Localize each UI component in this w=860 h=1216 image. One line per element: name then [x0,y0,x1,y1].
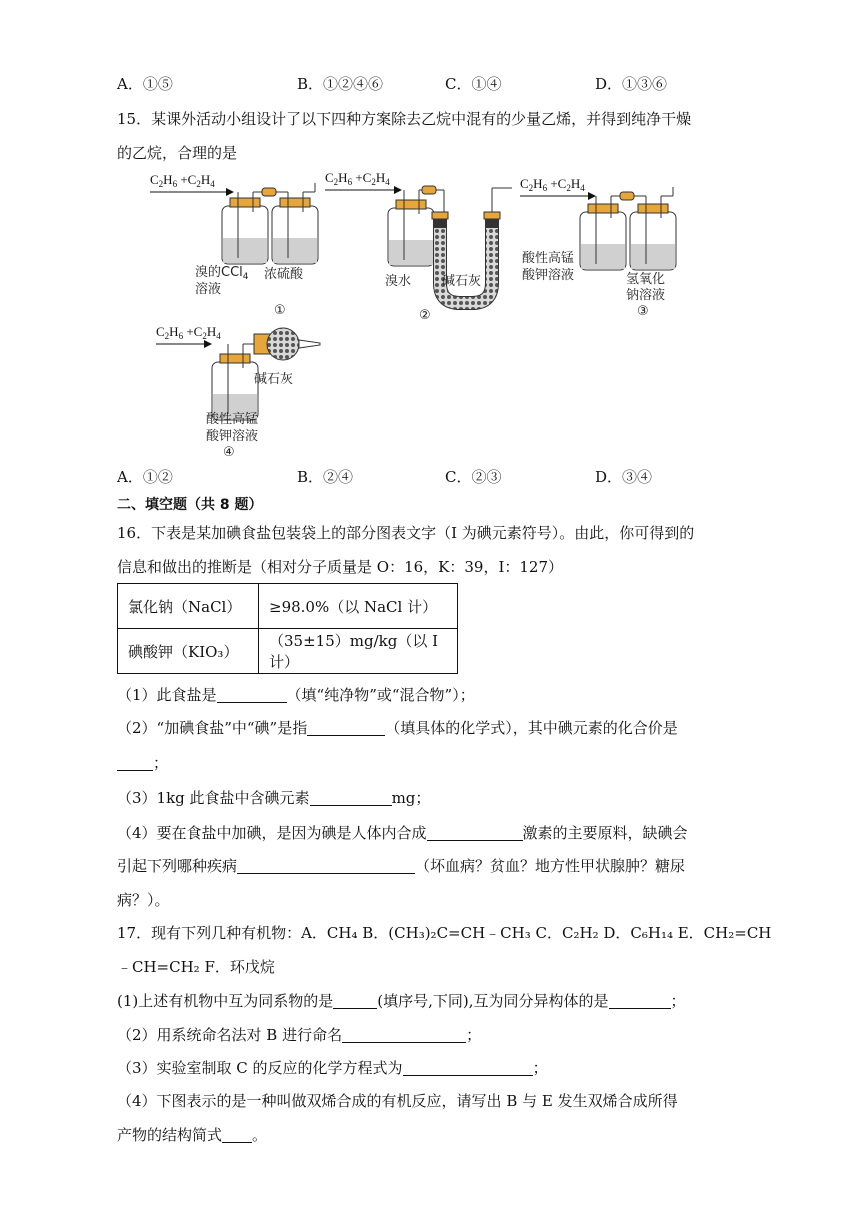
fig4-label-soda-lime: 碱石灰 [254,372,294,387]
q14-options [117,73,757,95]
fig1-label-bromine-ccl4: 溴的CCl$_4$ [195,265,249,282]
fig1-number: ① [274,303,286,318]
arrow-icon [394,186,402,194]
q14-option-c[interactable]: C．①④ [445,75,502,93]
q16-part1: （1）此食盐是 （填“纯净物”或“混合物”）； [117,686,475,704]
q16-stem-line1: 16．下表是某加碘食盐包装袋上的部分图表文字（I 为碘元素符号）。由此，你可得到的 [117,524,695,542]
q14-option-d[interactable]: D．①③⑥ [595,75,668,93]
q17-part2: （2）用系统命名法对 B 进行命名 ； [117,1026,482,1044]
fig4-label-kmno4-2: 酸钾溶液 [206,429,259,444]
figure-1 [150,172,318,318]
q15-option-b[interactable]: B．②④ [297,468,354,486]
fig2-label-soda-lime: 碱石灰 [442,274,482,289]
table-row [118,584,458,629]
fig1-liquid-a [223,238,267,263]
table-cell: 碘酸钾（KIO₃） [118,629,259,674]
fig1-stopper-b [280,198,310,207]
q14-option-b[interactable]: B．①②④⑥ [297,75,384,93]
arrow-icon [226,188,234,196]
q16-part2: （2）“加碘食盐”中“碘”是指 （填具体的化学式），其中碘元素的化合价是 [117,719,678,737]
answer-blank[interactable] [117,754,153,771]
q15-option-d[interactable]: D．③④ [595,468,653,486]
section-title: 二、填空题（共 8 题） [117,497,263,513]
table-cell: ≥98.0%（以 NaCl 计） [259,584,458,629]
fig1-stopper-a [230,198,260,207]
answer-blank[interactable] [307,719,385,736]
answer-blank[interactable] [427,824,523,841]
q16-stem-line2: 信息和做出的推断是（相对分子质量是 O：16，K：39，I：127） [117,558,564,576]
fig3-label-kmno4-1: 酸性高锰 [522,251,575,266]
answer-blank[interactable] [310,789,392,806]
table-row [118,629,458,674]
q16-part4-end: 病？）。 [117,891,170,909]
q15-stem-line2: 的乙烷，合理的是 [117,144,238,162]
fig1-gas-label: $C_2H_6 +C_2H_4$ [150,172,215,189]
table-cell: （35±15）mg/kg（以 I 计） [259,629,458,674]
fig3-label-naoh-2: 钠溶液 [626,288,666,303]
fig2-label-bromine-water: 溴水 [385,274,412,289]
fig1-liquid-b [273,238,317,263]
q17-stem-line2: ﹣CH=CH₂ F．环戊烷 [117,958,275,976]
q15-apparatus-figure [140,168,700,458]
q15-option-c[interactable]: C．②③ [445,468,502,486]
q15-option-a[interactable]: A．①② [117,468,173,486]
fig1-label-conc-sulfuric: 浓硫酸 [264,267,304,282]
iodized-salt-table [117,583,458,674]
figure-4 [156,324,320,458]
fig4-drying-bulb [267,328,299,360]
answer-blank[interactable] [217,686,287,703]
q16-part4: （4）要在食盐中加碘，是因为碘是人体内合成 激素的主要原料，缺碘会 [117,824,688,842]
q15-options [117,466,757,488]
fig3-label-kmno4-2: 酸钾溶液 [522,268,575,283]
q17-stem-line1: 17．现有下列几种有机物：A．CH₄ B．(CH₃)₂C=CH﹣CH₃ C．C₂H₂ D．C₆H₁₄ E．CH₂=CH [117,924,772,942]
figure-3 [520,176,676,319]
q17-part4: （4）下图表示的是一种叫做双烯合成的有机反应，请写出 B 与 E 发生双烯合成所得 [117,1092,678,1110]
answer-blank[interactable] [333,992,377,1009]
fig2-u-tube [440,218,492,303]
q16-part2-cont: ； [117,752,168,773]
fig3-number: ③ [637,304,649,319]
table-cell: 氯化钠（NaCl） [118,584,259,629]
q17-part4-cont: 产物的结构简式 。 [117,1126,268,1144]
q17-part3: （3）实验室制取 C 的反应的化学方程式为 ； [117,1059,548,1077]
answer-blank[interactable] [609,992,671,1009]
answer-blank[interactable] [403,1059,533,1076]
fig4-label-kmno4-1: 酸性高锰 [206,412,259,427]
q17-part1: (1)上述有机物中互为同系物的是 (填序号,下同),互为同分异构体的是 ； [117,992,686,1010]
fig3-label-naoh-1: 氢氧化 [626,272,666,287]
answer-blank[interactable] [342,1026,466,1043]
answer-blank[interactable] [222,1126,252,1143]
fig1-label-solution: 溶液 [195,282,222,297]
fig3-gas-label: $C_2H_6 +C_2H_4$ [520,176,585,193]
q16-part4-cont: 引起下列哪种疾病 （坏血病？贫血？地方性甲状腺肿？糖尿 [117,857,686,875]
fig2-gas-label: $C_2H_6 +C_2H_4$ [325,170,390,187]
answer-blank[interactable] [237,857,415,874]
figure-2 [325,170,512,323]
fig4-number: ④ [223,445,235,458]
q14-option-a[interactable]: A．①⑤ [117,75,173,93]
q16-part3: （3）1kg 此食盐中含碘元素 mg； [117,789,431,807]
arrow-icon [204,340,212,348]
q15-stem-line1: 15．某课外活动小组设计了以下四种方案除去乙烷中混有的少量乙烯，并得到纯净干燥 [117,110,692,128]
arrow-icon [588,192,596,200]
fig2-number: ② [419,308,431,323]
fig4-gas-label: $C_2H_6 +C_2H_4$ [156,324,221,341]
